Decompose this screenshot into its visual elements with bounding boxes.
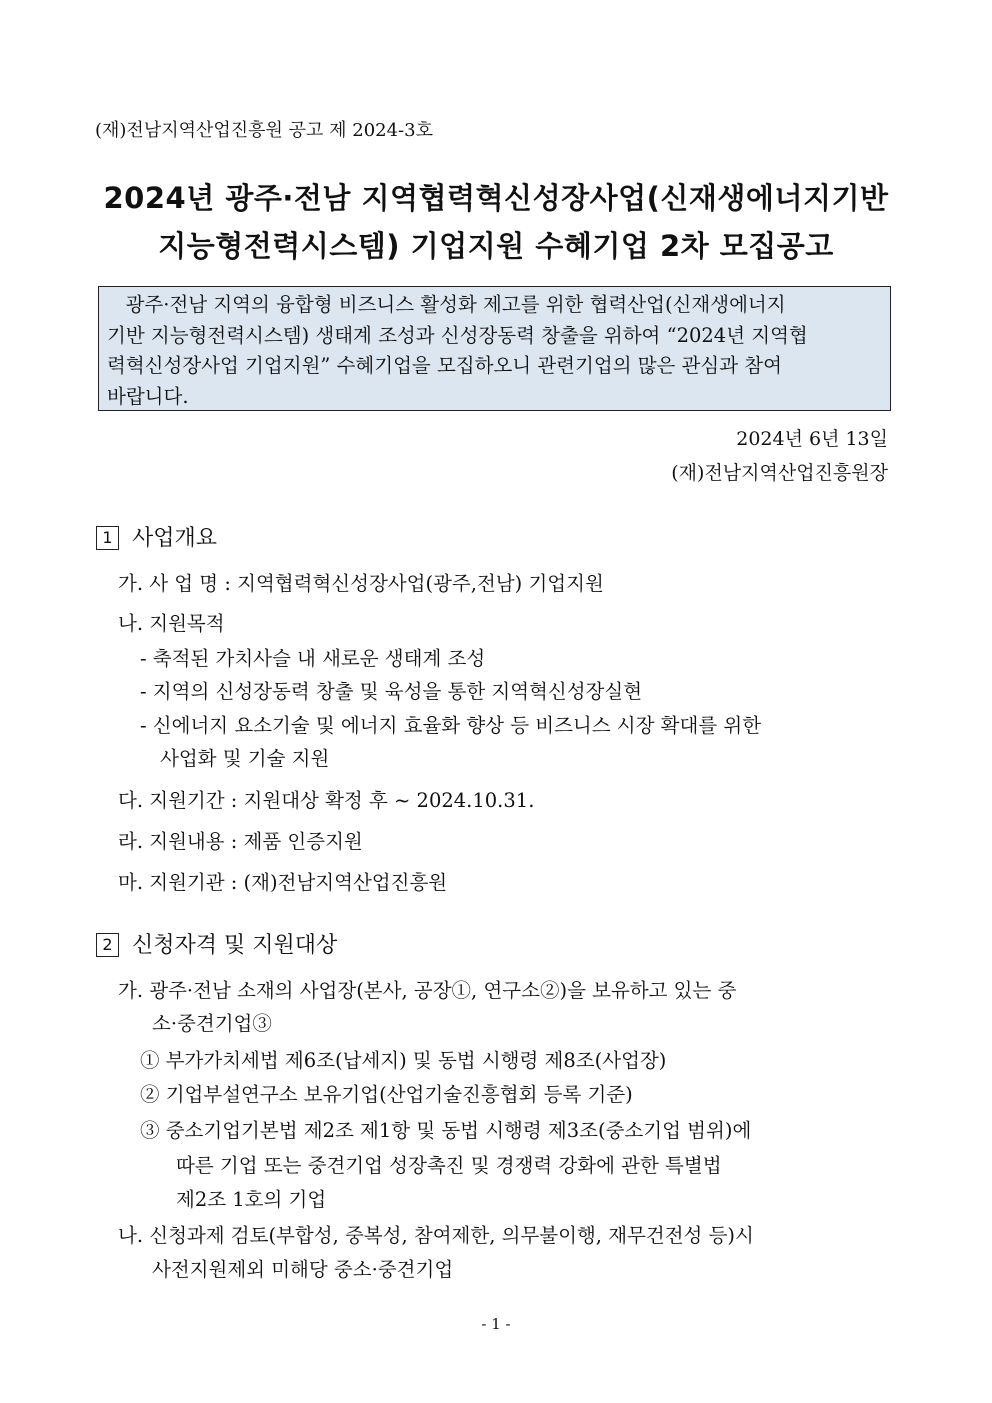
purpose-bullet: - 축적된 가치사슬 내 새로운 생태계 조성 [140,647,486,670]
section-title: 사업개요 [132,526,218,551]
page-number: - 1 - [481,1315,511,1333]
footnote-2: ② 기업부설연구소 보유기업(산업기술진흥협회 등록 기준) [140,1083,633,1106]
intro-line: 광주·전남 지역의 융합형 비즈니스 활성화 제고를 위한 협력산업(신재생에너지 [107,293,786,316]
item-purpose: 나. 지원목적 [118,612,225,635]
section-2-heading [96,928,337,959]
section-title: 신청자격 및 지원대상 [132,933,338,958]
issuer-name: (재)전남지역산업진흥원장 [671,462,888,484]
item-agency: 마. 지원기관 : (재)전남지역산업진흥원 [118,871,448,894]
eligibility-item-continuation: 소·중견기업③ [152,1012,272,1035]
footnote-1: ① 부가가치세법 제6조(납세지) 및 동법 시행령 제8조(사업장) [140,1049,667,1072]
document-title-line1: 2024년 광주·전남 지역협력혁신성장사업(신재생에너지기반 [103,181,889,215]
eligibility-item: 가. 광주·전남 소재의 사업장(본사, 공장①, 연구소②)을 보유하고 있는 중 [118,979,737,1002]
eligibility-item-continuation: 사전지원제외 미해당 중소·중견기업 [152,1258,454,1281]
notice-number: (재)전남지역산업진흥원 공고 제 2024-3호 [95,120,433,141]
footnote-3-continuation: 따른 기업 또는 중견기업 성장촉진 및 경쟁력 강화에 관한 특별법 [176,1154,722,1177]
purpose-bullet-continuation: 사업화 및 기술 지원 [160,747,330,770]
section-number-box: 2 [96,933,119,957]
intro-box [98,286,891,411]
publication-date: 2024년 6년 13일 [736,428,888,450]
purpose-bullet: - 신에너지 요소기술 및 에너지 효율화 향상 등 비즈니스 시장 확대를 위한 [140,714,762,737]
footnote-3: ③ 중소기업기본법 제2조 제1항 및 동법 시행령 제3조(중소기업 범위)에 [140,1119,752,1142]
footnote-3-continuation: 제2조 1호의 기업 [176,1188,327,1211]
document-title-line2: 지능형전력시스템) 기업지원 수혜기업 2차 모집공고 [158,229,834,263]
item-period: 다. 지원기간 : 지원대상 확정 후 ~ 2024.10.31. [118,789,535,812]
purpose-bullet: - 지역의 신성장동력 창출 및 육성을 통한 지역혁신성장실현 [140,680,643,703]
item-business-name: 가. 사 업 명 : 지역협력혁신성장사업(광주,전남) 기업지원 [118,572,604,595]
section-number-box: 1 [96,526,119,550]
item-content: 라. 지원내용 : 제품 인증지원 [118,830,363,853]
intro-line: 기반 지능형전력시스템) 생태계 조성과 신성장동력 창출을 위하여 “2024년 지역협 [107,323,808,347]
intro-line: 력혁신성장사업 기업지원” 수혜기업을 모집하오니 관련기업의 많은 관심과 참여 [107,354,782,377]
intro-line: 바랍니다. [107,384,189,408]
eligibility-item: 나. 신청과제 검토(부합성, 중복성, 참여제한, 의무불이행, 재무건전성 등)시 [118,1224,754,1247]
section-1-heading [96,521,217,552]
